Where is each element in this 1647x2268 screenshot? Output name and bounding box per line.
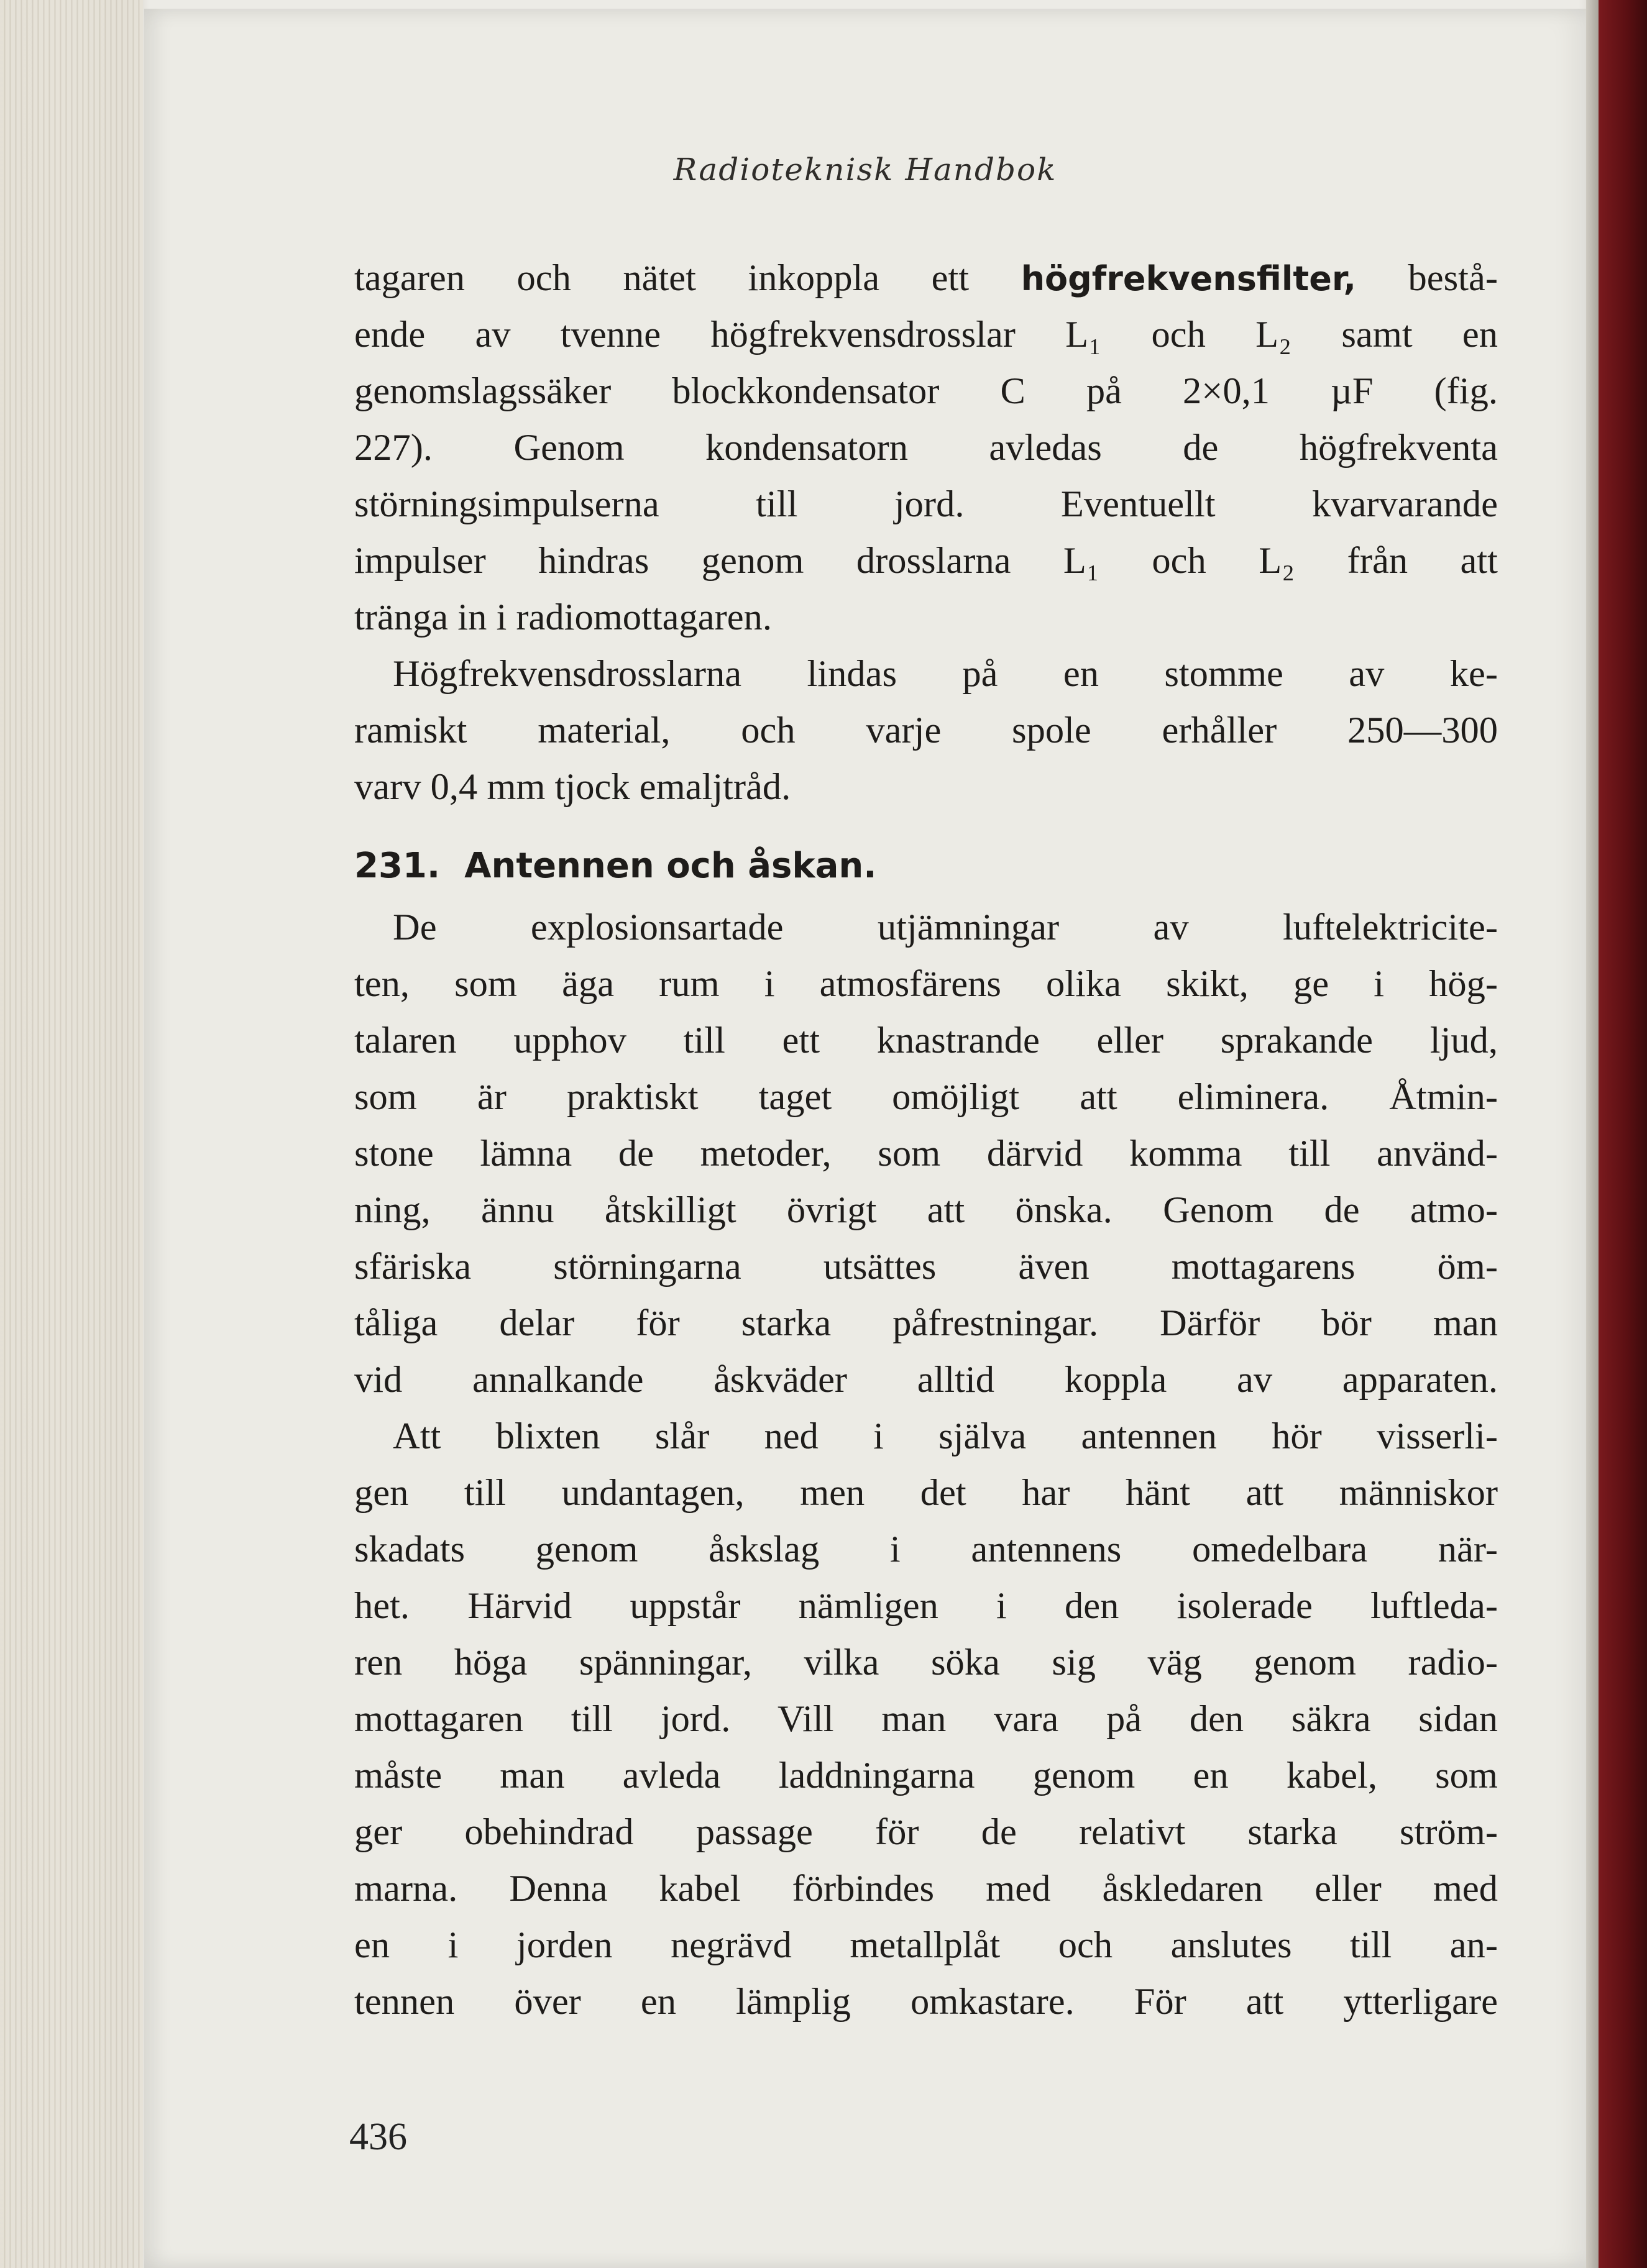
page-edges-left <box>0 0 143 2268</box>
text-line: varv 0,4 mm tjock emaljtråd. <box>354 766 791 808</box>
bold-term: högfrekvensfilter, <box>1021 259 1357 298</box>
book-cover-edge <box>1599 0 1647 2268</box>
text-line: genomslagssäker blockkondensator C på 2×0,1 µF (fig. <box>354 370 1498 412</box>
text-line: en i jorden negrävd metallplåt och anslutes till an- <box>354 1924 1498 1966</box>
text-line: ning, ännu åtskilligt övrigt att önska. Genom de atmo- <box>354 1189 1498 1231</box>
book-page <box>144 9 1586 2268</box>
text-line: marna. Denna kabel förbindes med åskledaren eller med <box>354 1868 1498 1909</box>
text-line: gen till undantagen, men det har hänt att människor <box>354 1472 1498 1514</box>
section-heading <box>354 838 1498 894</box>
page-number: 436 <box>349 2116 407 2158</box>
text-line: ren höga spänningar, vilka söka sig väg genom radio- <box>354 1642 1498 1683</box>
text-line: Högfrekvensdrosslarna lindas på en stomme av ke- <box>393 653 1498 695</box>
text-line: måste man avleda laddningarna genom en kabel, som <box>354 1755 1498 1796</box>
text-line: tagaren och nätet inkoppla ett högfrekvensfilter, bestå- <box>354 257 1498 299</box>
text-line: skadats genom åskslag i antennens omedelbara när- <box>354 1529 1498 1570</box>
text-line: vid annalkande åskväder alltid koppla av apparaten. <box>354 1359 1498 1401</box>
text-line: talaren upphov till ett knastrande eller sprakande ljud, <box>354 1020 1498 1061</box>
text-line: tennen över en lämplig omkastare. För att ytterligare <box>354 1981 1498 2023</box>
text-line: ger obehindrad passage för de relativt starka ström- <box>354 1811 1498 1853</box>
text-line: 227). Genom kondensatorn avledas de högfrekventa <box>354 427 1498 469</box>
text-line: impulser hindras genom drosslarna L₁ och L₂ från att <box>354 540 1498 582</box>
text-line: De explosionsartade utjämningar av luftelektricite- <box>393 907 1498 948</box>
section-title: Antennen och åskan. <box>464 846 877 886</box>
text-line: Att blixten slår ned i själva antennen hör visserli- <box>393 1415 1498 1457</box>
text-line: som är praktiskt taget omöjligt att eliminera. Åtmin- <box>354 1076 1498 1118</box>
text-line: sfäriska störningarna utsättes även mottagarens öm- <box>354 1246 1498 1287</box>
text-line: mottagaren till jord. Vill man vara på den säkra sidan <box>354 1698 1498 1740</box>
text-line: stone lämna de metoder, som därvid komma till använd- <box>354 1133 1498 1174</box>
text-line: het. Härvid uppstår nämligen i den isolerade luftleda- <box>354 1585 1498 1627</box>
page-body <box>354 250 1498 2030</box>
text-line: ramiskt material, och varje spole erhåller 250—300 <box>354 710 1498 751</box>
text-line: ten, som äga rum i atmosfärens olika skikt, ge i hög- <box>354 963 1498 1005</box>
text-line: tränga in i radiomottagaren. <box>354 597 772 638</box>
section-number: 231. <box>354 846 441 886</box>
text-line: ende av tvenne högfrekvensdrosslar L₁ och L₂ samt en <box>354 314 1498 355</box>
running-header: Radioteknisk Handbok <box>673 152 1057 188</box>
text-line: tåliga delar för starka påfrestningar. Därför bör man <box>354 1302 1498 1344</box>
text-line: störningsimpulserna till jord. Eventuellt kvarvarande <box>354 483 1498 525</box>
page-edges-right <box>1586 0 1599 2268</box>
